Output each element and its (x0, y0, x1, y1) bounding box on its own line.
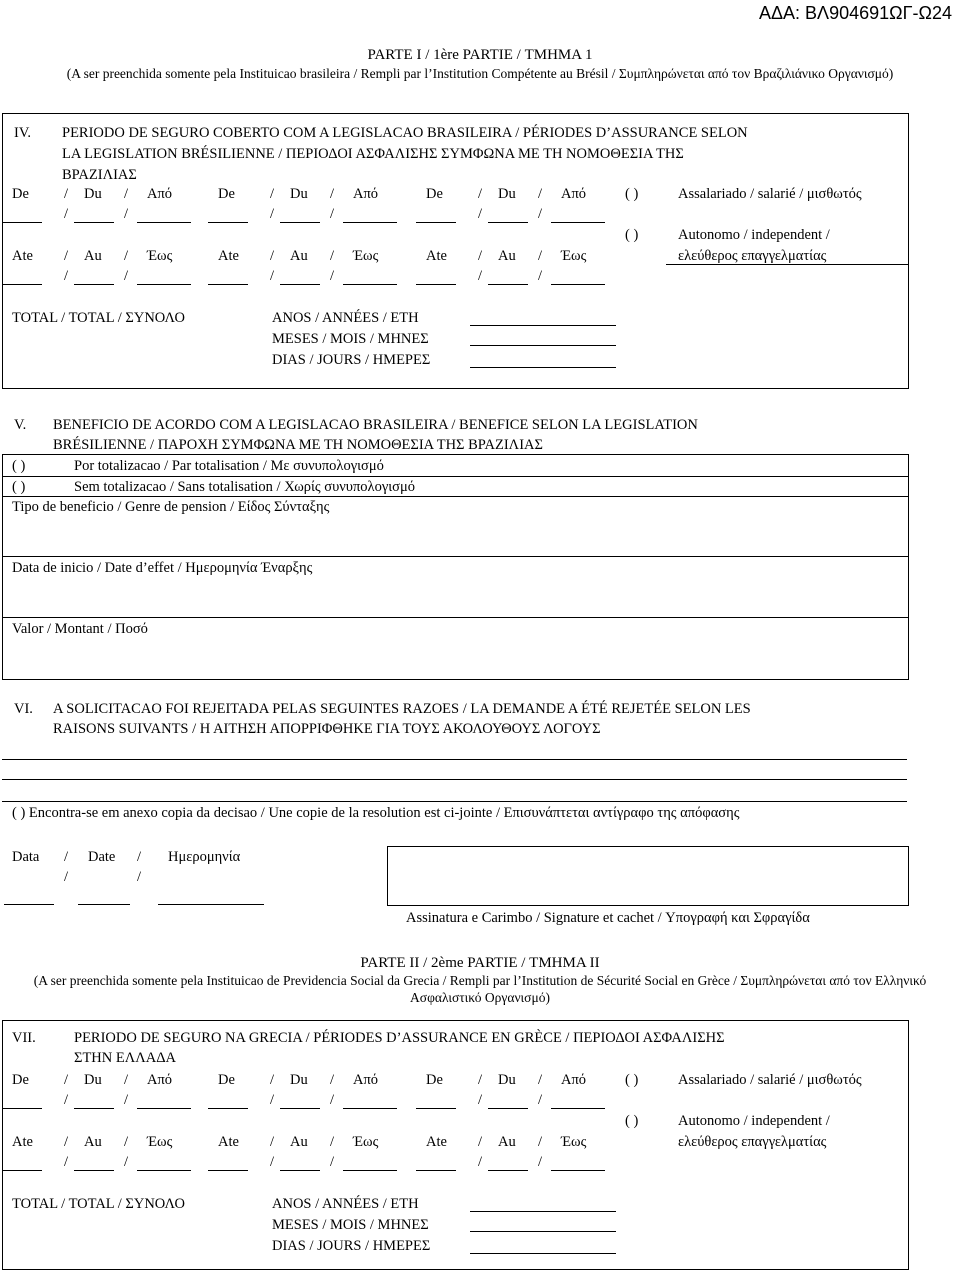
slash: / (478, 1154, 483, 1170)
days-label: DIAS / JOURS / ΗΜΕΡΕΣ (272, 352, 431, 368)
years-field[interactable] (470, 1211, 616, 1212)
slash: / (330, 186, 335, 202)
section-vi-title-2: RAISONS SUIVANTS / Η ΑΙΤΗΣΗ ΑΠΟΡΡΙΦΘΗΚΕ ΓΙΑ ΤΟΥΣ ΑΚΟΛΟΥΘΟΥΣ ΛΟΓΟΥΣ (53, 721, 601, 737)
slash: / (478, 1072, 483, 1088)
signature-label: Assinatura e Carimbo / Signature et cachet / Υπογραφή και Σφραγίδα (406, 910, 810, 926)
from-label-el-3: Από (561, 1072, 587, 1088)
slash: / (270, 1072, 275, 1088)
from-date-field-1-2[interactable] (74, 222, 114, 223)
slash: / (124, 1154, 129, 1170)
part1-title: PARTE I / 1ère PARTIE / ΤΜΗΜΑ 1 (367, 47, 593, 63)
slash: / (137, 849, 142, 865)
to-date-field-2-3[interactable] (343, 1170, 397, 1171)
totalization-option-label: Por totalizacao / Par totalisation / Με συνυπολογισμό (74, 458, 384, 474)
divider (2, 556, 909, 557)
to-label-2: Ate (218, 248, 239, 264)
section-vii-title-2: ΣΤΗΝ ΕΛΛΑΔΑ (74, 1050, 177, 1066)
to-date-field-3-1[interactable] (416, 1170, 456, 1171)
slash: / (538, 1154, 543, 1170)
months-label: MESES / MOIS / ΜΗΝΕΣ (272, 1217, 429, 1233)
from-date-field-3-1[interactable] (416, 1108, 456, 1109)
to-label-1: Ate (12, 248, 33, 264)
total-label: TOTAL / TOTAL / ΣΥΝΟΛΟ (12, 1196, 185, 1212)
section-v-title-1: BENEFICIO DE ACORDO COM A LEGISLACAO BRASILEIRA / BENEFICE SELON LA LEGISLATION (53, 417, 698, 433)
self-employed-checkbox[interactable]: ( ) (625, 1113, 639, 1129)
slash: / (270, 186, 275, 202)
slash: / (330, 1072, 335, 1088)
self-employed-checkbox[interactable]: ( ) (625, 227, 639, 243)
from-label-fr-2: Du (290, 1072, 308, 1088)
self-employed-label-2: ελεύθερος επαγγελματίας (678, 248, 827, 264)
slash: / (64, 1092, 69, 1108)
total-label: TOTAL / TOTAL / ΣΥΝΟΛΟ (12, 310, 185, 326)
to-date-field-2-1[interactable] (208, 1170, 248, 1171)
from-date-field-2-2[interactable] (280, 1108, 320, 1109)
slash: / (64, 1134, 69, 1150)
to-date-field-1-2[interactable] (74, 1170, 114, 1171)
slash: / (270, 206, 275, 222)
slash: / (64, 849, 69, 865)
section-vii-number: VII. (12, 1030, 36, 1046)
slash: / (538, 1092, 543, 1108)
date-label-el: Ημερομηνία (168, 849, 241, 865)
slash: / (478, 206, 483, 222)
no-totalization-option-label: Sem totalizacao / Sans totalisation / Χωρίς συνυπολογισμό (74, 479, 415, 495)
from-label-2: De (218, 1072, 235, 1088)
from-label-3: De (426, 186, 443, 202)
to-label-el-3: Έως (561, 1134, 587, 1150)
slash: / (124, 1134, 129, 1150)
to-date-field-1-3[interactable] (137, 284, 191, 285)
date-year-field[interactable] (158, 904, 264, 905)
section-iv-title-1: PERIODO DE SEGURO COBERTO COM A LEGISLACAO BRASILEIRA / PÉRIODES D’ASSURANCE SELON (62, 125, 748, 141)
self-employed-label-1: Autonomo / independent / (678, 1113, 830, 1129)
section-iv-title-3: ΒΡΑΖΙΛΙΑΣ (62, 167, 137, 183)
slash: / (478, 248, 483, 264)
part1-subtitle: (A ser preenchida somente pela Instituicao brasileira / Rempli par l’Institution Compétente au Brésil / Συμπληρώνεται από τον Βραζιλιάνικο Οργανισμό) (66, 66, 894, 81)
slash: / (64, 869, 69, 885)
slash: / (538, 186, 543, 202)
from-date-field-1-3[interactable] (137, 222, 191, 223)
slash: / (270, 268, 275, 284)
slash: / (330, 1154, 335, 1170)
slash: / (538, 248, 543, 264)
from-date-field-3-3[interactable] (551, 222, 605, 223)
totalization-checkbox[interactable]: ( ) (12, 458, 26, 474)
from-date-field-3-1[interactable] (416, 222, 456, 223)
from-date-field-1-1[interactable] (2, 1108, 42, 1109)
to-date-field-3-3[interactable] (551, 284, 605, 285)
self-employed-label-1: Autonomo / independent / (678, 227, 830, 243)
to-date-field-2-1[interactable] (208, 284, 248, 285)
months-label: MESES / MOIS / ΜΗΝΕΣ (272, 331, 429, 347)
slash: / (270, 1134, 275, 1150)
slash: / (124, 206, 129, 222)
from-date-field-2-2[interactable] (280, 222, 320, 223)
from-date-field-2-3[interactable] (343, 1108, 397, 1109)
to-date-field-3-2[interactable] (488, 284, 528, 285)
to-date-field-3-1[interactable] (416, 284, 456, 285)
benefit-type-label: Tipo de beneficio / Genre de pension / Είδος Σύνταξης (12, 499, 330, 515)
section-vi-number: VI. (14, 701, 33, 717)
part2-title: PARTE II / 2ème PARTIE / ΤΜΗΜΑ II (360, 955, 600, 971)
date-month-field[interactable] (78, 904, 130, 905)
slash: / (124, 186, 129, 202)
months-field[interactable] (470, 1231, 616, 1232)
from-date-field-3-2[interactable] (488, 222, 528, 223)
slash: / (330, 248, 335, 264)
years-field[interactable] (470, 325, 616, 326)
from-label-el-1: Από (147, 186, 173, 202)
ada-code: ΑΔΑ: ΒΛ904691ΩΓ-Ω24 (759, 3, 952, 23)
divider (666, 264, 909, 265)
annex-checkbox-label[interactable]: ( ) Encontra-se em anexo copia da decisao / Une copie de la resolution est ci-jointe / Επισυνάπτεται αντίγραφο της απόφασης (12, 805, 740, 821)
slash: / (124, 1072, 129, 1088)
from-date-field-1-2[interactable] (74, 1108, 114, 1109)
slash: / (64, 206, 69, 222)
divider (2, 476, 909, 477)
to-label-el-1: Έως (147, 248, 173, 264)
to-label-fr-1: Au (84, 1134, 102, 1150)
to-date-field-3-3[interactable] (551, 1170, 605, 1171)
slash: / (330, 206, 335, 222)
slash: / (64, 248, 69, 264)
salaried-checkbox[interactable]: ( ) (625, 186, 639, 202)
from-date-field-2-1[interactable] (208, 222, 248, 223)
to-label-el-2: Έως (353, 248, 379, 264)
slash: / (538, 206, 543, 222)
slash: / (538, 1134, 543, 1150)
to-date-field-3-2[interactable] (488, 1170, 528, 1171)
slash: / (330, 1092, 335, 1108)
slash: / (124, 1092, 129, 1108)
from-label-el-1: Από (147, 1072, 173, 1088)
date-label-fr: Date (88, 849, 116, 865)
to-label-fr-2: Au (290, 248, 308, 264)
slash: / (538, 1072, 543, 1088)
slash: / (538, 268, 543, 284)
section-iv-number: IV. (14, 125, 32, 141)
from-label-fr-2: Du (290, 186, 308, 202)
salaried-label: Assalariado / salarié / μισθωτός (678, 1072, 862, 1088)
slash: / (137, 869, 142, 885)
days-label: DIAS / JOURS / ΗΜΕΡΕΣ (272, 1238, 431, 1254)
to-date-field-2-2[interactable] (280, 1170, 320, 1171)
to-label-1: Ate (12, 1134, 33, 1150)
slash: / (124, 268, 129, 284)
slash: / (270, 1154, 275, 1170)
section-v-title-2: BRÉSILIENNE / ΠΑΡΟΧΗ ΣΥΜΦΩΝΑ ΜΕ ΤΗ ΝΟΜΟΘΕΣΙΑ ΤΗΣ ΒΡΑΖΙΛΙΑΣ (53, 437, 543, 453)
from-date-field-1-3[interactable] (137, 1108, 191, 1109)
signature-box[interactable] (387, 846, 909, 906)
slash: / (64, 1072, 69, 1088)
slash: / (64, 268, 69, 284)
from-date-field-1-1[interactable] (2, 222, 42, 223)
from-date-field-3-3[interactable] (551, 1108, 605, 1109)
from-date-field-2-3[interactable] (343, 222, 397, 223)
slash: / (330, 1134, 335, 1150)
section-vi-title-1: A SOLICITACAO FOI REJEITADA PELAS SEGUINTES RAZOES / LA DEMANDE A ÉTÉ REJETÉE SELON LES (53, 701, 751, 717)
section-iv-title-2: LA LEGISLATION BRÉSILIENNE / ΠΕΡΙΟΔΟΙ ΑΣΦΑΛΙΣΗΣ ΣΥΜΦΩΝΑ ΜΕ ΤΗ ΝΟΜΟΘΕΣΙΑ ΤΗΣ (62, 146, 684, 162)
slash: / (270, 248, 275, 264)
reason-line[interactable] (2, 779, 907, 780)
slash: / (64, 1154, 69, 1170)
to-label-fr-2: Au (290, 1134, 308, 1150)
from-label-2: De (218, 186, 235, 202)
to-label-3: Ate (426, 248, 447, 264)
from-label-el-3: Από (561, 186, 587, 202)
to-label-fr-3: Au (498, 248, 516, 264)
date-label-pt: Data (12, 849, 40, 865)
salaried-label: Assalariado / salarié / μισθωτός (678, 186, 862, 202)
section-vii-title-1: PERIODO DE SEGURO NA GRECIA / PÉRIODES D’ASSURANCE EN GRÈCE / ΠΕΡΙΟΔΟΙ ΑΣΦΑΛΙΣΗΣ (74, 1030, 725, 1046)
reason-line[interactable] (2, 759, 907, 760)
date-day-field[interactable] (4, 904, 54, 905)
from-date-field-3-2[interactable] (488, 1108, 528, 1109)
from-label-fr-3: Du (498, 186, 516, 202)
to-label-fr-3: Au (498, 1134, 516, 1150)
slash: / (478, 1092, 483, 1108)
slash: / (478, 186, 483, 202)
to-date-field-1-1[interactable] (2, 284, 42, 285)
slash: / (124, 248, 129, 264)
from-label-fr-3: Du (498, 1072, 516, 1088)
to-label-el-1: Έως (147, 1134, 173, 1150)
slash: / (270, 1092, 275, 1108)
slash: / (478, 1134, 483, 1150)
months-field[interactable] (470, 345, 616, 346)
part2-subtitle: (A ser preenchida somente pela Instituicao de Previdencia Social da Grecia / Rempli par l’Institution de Sécurité Social en Grèce / Συμπληρώνεται από τον Ελληνικό Ασφαλιστικό Οργανισμό) (33, 973, 927, 1005)
from-label-el-2: Από (353, 1072, 379, 1088)
years-label: ANOS / ANNÉES / ΕΤΗ (272, 1196, 419, 1212)
to-label-3: Ate (426, 1134, 447, 1150)
slash: / (330, 268, 335, 284)
start-date-label: Data de inicio / Date d’effet / Ημερομηνία Έναρξης (12, 560, 313, 576)
days-field[interactable] (470, 1253, 616, 1254)
from-date-field-2-1[interactable] (208, 1108, 248, 1109)
salaried-checkbox[interactable]: ( ) (625, 1072, 639, 1088)
to-date-field-1-2[interactable] (74, 284, 114, 285)
years-label: ANOS / ANNÉES / ΕΤΗ (272, 310, 419, 326)
amount-label: Valor / Montant / Ποσό (12, 621, 148, 637)
self-employed-label-2: ελεύθερος επαγγελματίας (678, 1134, 827, 1150)
slash: / (478, 268, 483, 284)
from-label-fr-1: Du (84, 186, 102, 202)
slash: / (64, 186, 69, 202)
to-date-field-1-1[interactable] (2, 1170, 42, 1171)
no-totalization-checkbox[interactable]: ( ) (12, 479, 26, 495)
section-v-number: V. (14, 417, 27, 433)
from-label-1: De (12, 1072, 29, 1088)
reason-line[interactable] (2, 801, 907, 802)
from-label-el-2: Από (353, 186, 379, 202)
to-label-el-2: Έως (353, 1134, 379, 1150)
from-label-fr-1: Du (84, 1072, 102, 1088)
to-label-2: Ate (218, 1134, 239, 1150)
days-field[interactable] (470, 367, 616, 368)
from-label-3: De (426, 1072, 443, 1088)
to-date-field-1-3[interactable] (137, 1170, 191, 1171)
to-label-el-3: Έως (561, 248, 587, 264)
to-date-field-2-2[interactable] (280, 284, 320, 285)
to-label-fr-1: Au (84, 248, 102, 264)
divider (2, 496, 909, 497)
from-label-1: De (12, 186, 29, 202)
to-date-field-2-3[interactable] (343, 284, 397, 285)
divider (2, 617, 909, 618)
